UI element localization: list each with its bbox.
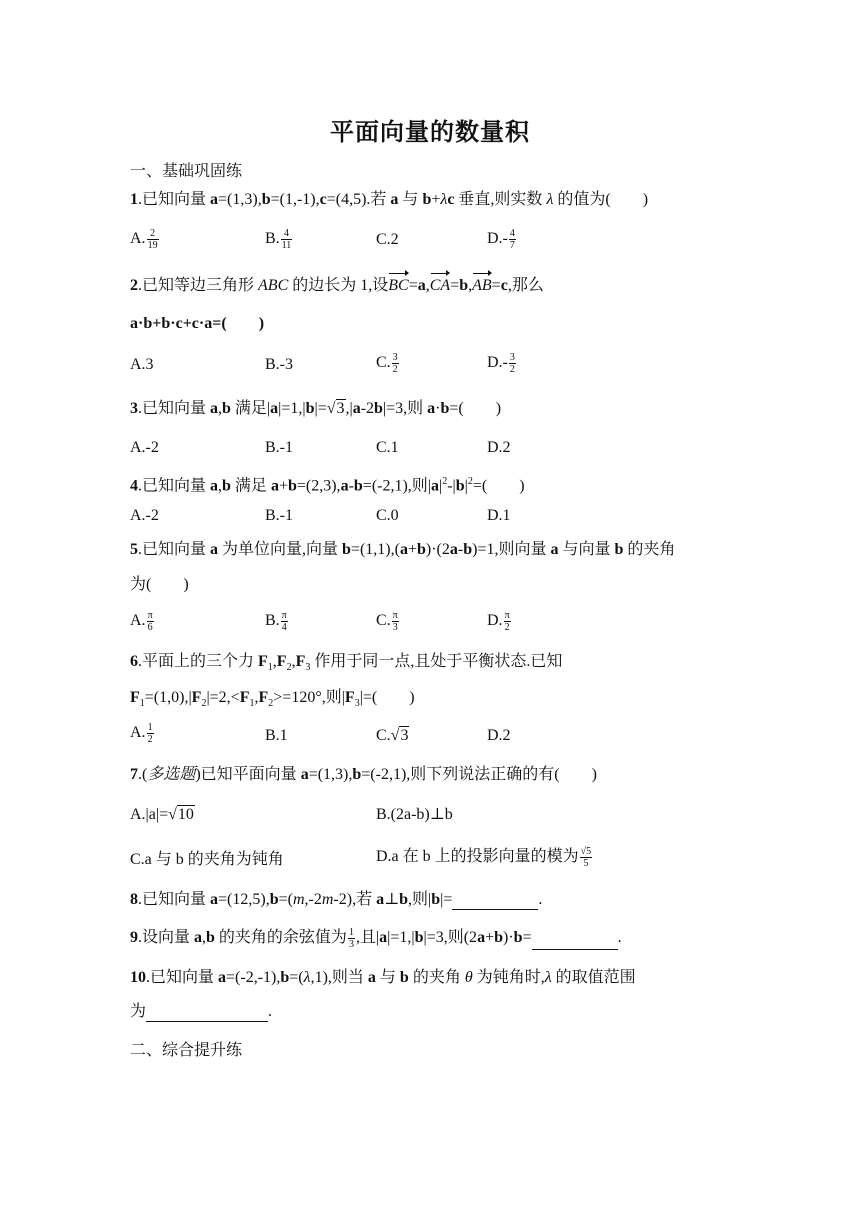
question-8: 8.已知向量 a=(12,5),b=(m,-2m-2),若 a⊥b,则|b|= .: [130, 891, 543, 908]
question-7: 7.(多选题)已知平面向量 a=(1,3),b=(-2,1),则下列说法正确的有( ): [130, 766, 597, 783]
q10-answer-blank[interactable]: [146, 1005, 268, 1022]
q6-option-a: A. $\frac{1}{2}$: [130, 722, 153, 745]
section-heading-comprehensive: 二、综合提升练: [130, 1042, 243, 1059]
question-3: 3.已知向量 a,b 满足|a|=1,|b|=√3,|a-2b|=3,则 a·b=( ): [130, 400, 502, 417]
q2-option-c: C. $\frac{3}{2}$: [376, 352, 398, 375]
q4-option-a: A.-2: [130, 507, 159, 524]
q4-option-c: C.0: [376, 507, 399, 524]
q7-option-b: B.(2a-b)⊥b: [376, 806, 453, 823]
q5-option-d: D. $\frac{\pi}{2}$: [487, 610, 510, 633]
q1-option-c: C.2: [376, 231, 399, 248]
q2-option-a: A.3: [130, 356, 154, 373]
q7-option-c: C.a 与 b 的夹角为钝角: [130, 851, 284, 868]
q4-option-b: B.-1: [265, 507, 293, 524]
q7-option-a: A.|a|=√10: [130, 806, 194, 823]
q5-option-a: A. $\frac{\pi}{6}$: [130, 610, 153, 633]
q2-option-b: B.-3: [265, 356, 293, 373]
q6-option-c: C.√3: [376, 727, 409, 744]
q7-option-d: D.a 在 b 上的投影向量的模为 $\frac{√5}{5}$: [376, 846, 592, 869]
q3-option-b: B.-1: [265, 439, 293, 456]
question-10: 10.已知向量 a=(-2,-1),b=(λ,1),则当 a 与 b 的夹角 θ 为钝角时,λ 的取值范围: [130, 969, 636, 986]
q1-option-b: B. $\frac{4}{11}$: [265, 228, 292, 251]
question-6: 6.平面上的三个力 $F_1,F_2,F_3$ 作用于同一点,且处于平衡状态.已知: [130, 653, 563, 674]
q1-option-d: D.- $\frac{4}{7}$: [487, 228, 515, 251]
question-9: 9.设向量 a,b 的夹角的余弦值为 $\frac{1}{3}$ ,且|a|=1,|b|=3,则(2a+b)·b= .: [130, 927, 622, 950]
q6-option-d: D.2: [487, 727, 511, 744]
q3-option-a: A.-2: [130, 439, 159, 456]
q2-option-d: D.- $\frac{3}{2}$: [487, 352, 515, 375]
q6-option-b: B.1: [265, 727, 288, 744]
question-10-continued: 为 .: [130, 1003, 273, 1020]
q3-option-c: C.1: [376, 439, 399, 456]
section-heading-basic: 一、基础巩固练: [130, 163, 243, 180]
question-2-continued: a·b+b·c+c·a=( ): [130, 315, 265, 332]
q9-answer-blank[interactable]: [532, 933, 618, 950]
question-5: 5.已知向量 a 为单位向量,向量 b=(1,1),(a+b)·(2a-b)=1,则向量 a 与向量 b 的夹角: [130, 541, 676, 558]
question-2: 2.已知等边三角形 ABC 的边长为 1,设BC=a,CA=b,AB=c,那么: [130, 277, 544, 294]
q5-option-b: B. $\frac{\pi}{4}$: [265, 610, 287, 633]
q3-option-d: D.2: [487, 439, 511, 456]
q8-answer-blank[interactable]: [452, 893, 538, 910]
page-title: 平面向量的数量积: [330, 118, 530, 146]
question-5-continued: 为( ): [130, 576, 189, 593]
question-6-continued: $F_1=(1,0),|F_2|=2,<F_1,F_2>=120^\circ$,则$|F_3|=$( ): [130, 689, 415, 710]
question-4: 4.已知向量 a,b 满足 a+b=(2,3),a-b=(-2,1),则$|a|^2-|b|^2=$( ): [130, 476, 525, 495]
q5-option-c: C. $\frac{\pi}{3}$: [376, 610, 398, 633]
q4-option-d: D.1: [487, 507, 511, 524]
question-1: 1.已知向量 a=(1,3),b=(1,-1),c=(4,5).若 a 与 b+λc 垂直,则实数 λ 的值为( ): [130, 191, 649, 208]
q1-option-a: A. $\frac{2}{19}$: [130, 228, 158, 251]
